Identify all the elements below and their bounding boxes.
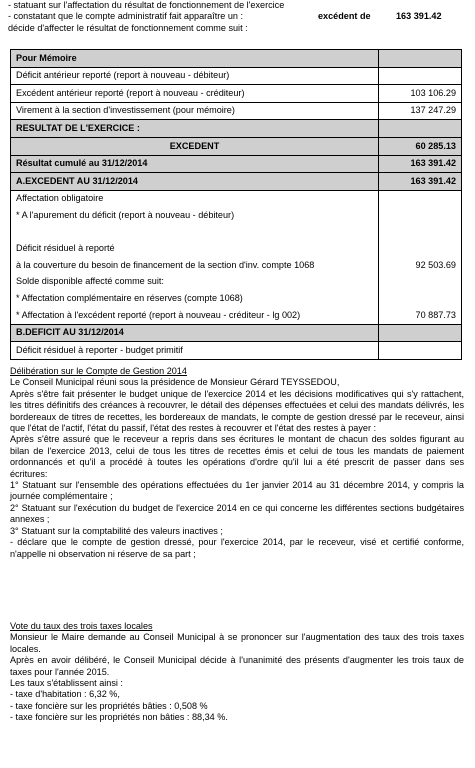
table-row bbox=[11, 85, 462, 103]
cell-excedent-anterieur: Excédent antérieur reporté (report à nouveau - créditeur) bbox=[11, 85, 379, 103]
deliberation-paragraph: 1° Statuant sur l'ensemble des opérations effectuées du 1er janvier 2014 au 31 décembre 2014, y compris la journée complémentaire ; bbox=[10, 480, 464, 502]
deliberation-paragraph: - déclare que le compte de gestion dressé, pour l'exercice 2014, par le receveur, visé et certifié conforme, n'appelle ni observation ni réserve de sa part ; bbox=[10, 537, 464, 559]
deliberation-paragraph: Le Conseil Municipal réuni sous la présidence de Monsieur Gérard TEYSSEDOU, bbox=[10, 377, 340, 388]
cell-deficit-anterieur: Déficit antérieur reporté (report à nouveau - débiteur) bbox=[11, 67, 379, 85]
intro-line-1: - statuant sur l'affectation du résultat de fonctionnement de l'exercice bbox=[8, 0, 285, 10]
deliberation-section bbox=[10, 366, 464, 560]
cell-excedent-anterieur-value: 103 106.29 bbox=[379, 85, 462, 103]
cell-affectation-reserves: * Affectation complémentaire en réserves (compte 1068) bbox=[11, 290, 379, 307]
cell-couverture: à la couverture du besoin de financement de la section d'inv. compte 1068 bbox=[11, 257, 379, 274]
cell-apurement: * A l'apurement du déficit (report à nouveau - débiteur) bbox=[11, 207, 379, 224]
intro-line-2-text: - constatant que le compte administratif fait apparaître un : bbox=[8, 11, 244, 22]
cell-solde-disponible: Solde disponible affecté comme suit: bbox=[11, 274, 379, 291]
cell-affectation-excedent-value: 70 887.73 bbox=[379, 307, 462, 324]
taux-paragraph: Monsieur le Maire demande au Conseil Municipal à se prononcer sur l'augmentation des taux des trois taxes locales. bbox=[10, 632, 464, 654]
taux-paragraph: Les taux s'établissent ainsi : bbox=[10, 678, 123, 689]
deliberation-paragraph: Après s'être assuré que le receveur a repris dans ses écritures le montant de chacun des soldes figurant au bilan de l'exercice 2013, celui de tous les titres de recettes émis et celui de tous les mandats de paiement ordonnancés et qu'il a procédé à toutes les opérations d'ordre qu'il lui a été prescrit de passer dans ses écritures: bbox=[10, 434, 464, 479]
excedent-value: 163 391.42 bbox=[396, 11, 442, 22]
table-row bbox=[11, 155, 462, 173]
cell-a-excedent: A.EXCEDENT AU 31/12/2014 bbox=[11, 173, 379, 191]
cell-resultat-exercice: RESULTAT DE L'EXERCICE : bbox=[11, 120, 379, 138]
table-row bbox=[11, 137, 462, 155]
taux-item: - taxe foncière sur les propriétés non bâties : 88,34 %. bbox=[10, 712, 228, 723]
cell-empty bbox=[379, 241, 462, 258]
cell-empty bbox=[379, 190, 462, 207]
cell-empty bbox=[379, 290, 462, 307]
cell-empty bbox=[379, 120, 462, 138]
table-row bbox=[11, 274, 462, 291]
table-row bbox=[11, 50, 462, 68]
taux-item: - taxe foncière sur les propriétés bâties : 0,508 % bbox=[10, 700, 208, 711]
cell-empty bbox=[379, 342, 462, 360]
table-row bbox=[11, 307, 462, 324]
cell-empty bbox=[379, 324, 462, 342]
table-row bbox=[11, 190, 462, 207]
affectation-table bbox=[10, 49, 462, 360]
cell-affectation-obligatoire: Affectation obligatoire bbox=[11, 190, 379, 207]
deliberation-heading: Délibération sur le Compte de Gestion 2014 bbox=[10, 366, 187, 376]
table-row bbox=[11, 102, 462, 120]
cell-resultat-cumule-value: 163 391.42 bbox=[379, 155, 462, 173]
excedent-label: excédent de bbox=[318, 11, 371, 22]
table-row bbox=[11, 173, 462, 191]
cell-affectation-excedent: * Affectation à l'excédent reporté (report à nouveau - créditeur - lg 002) bbox=[11, 307, 379, 324]
taux-section bbox=[10, 621, 464, 724]
cell-empty bbox=[379, 67, 462, 85]
table-row bbox=[11, 120, 462, 138]
table-row bbox=[11, 342, 462, 360]
deliberation-paragraph: Après s'être fait présenter le budget unique de l'exercice 2014 et les décisions modificatives qui s'y rattachent, les titres définitifs des créances à recouvrer, le détail des dépenses effectuées et celui des mandats délivrés, les bordereaux de titres de recettes, les bordereaux de mandats, le compte de gestion dressé par le receveur, ainsi que l'état de l'actif, l'état du passif, l'état des restes à recouvrer et l'état des restes à payer : bbox=[10, 388, 464, 434]
cell-couverture-value: 92 503.69 bbox=[379, 257, 462, 274]
deliberation-paragraph: 2° Statuant sur l'exécution du budget de l'exercice 2014 en ce qui concerne les différentes sections budgétaires annexes ; bbox=[10, 502, 464, 525]
intro-line-3: décide d'affecter le résultat de fonctionnement comme suit : bbox=[8, 22, 248, 33]
table-row bbox=[11, 207, 462, 224]
cell-deficit-residuel-reporter: Déficit résiduel à reporter - budget primitif bbox=[11, 342, 379, 360]
cell-b-deficit: B.DEFICIT AU 31/12/2014 bbox=[11, 324, 379, 342]
cell-resultat-cumule: Résultat cumulé au 31/12/2014 bbox=[11, 155, 379, 173]
deliberation-paragraph: 3° Statuant sur la comptabilité des valeurs inactives ; bbox=[10, 525, 223, 536]
table-row bbox=[11, 290, 462, 307]
table-row bbox=[11, 257, 462, 274]
taux-paragraph: Après en avoir délibéré, le Conseil Municipal décide à l'unanimité des présents d'augmenter les trois taux de taxes pour l'année 2015. bbox=[10, 655, 464, 677]
cell-blank bbox=[11, 224, 379, 241]
cell-empty bbox=[379, 50, 462, 68]
cell-pour-memoire: Pour Mémoire bbox=[11, 50, 379, 68]
top-intro bbox=[8, 0, 468, 34]
cell-empty bbox=[379, 224, 462, 241]
table-row bbox=[11, 324, 462, 342]
cell-virement: Virement à la section d'investissement (pour mémoire) bbox=[11, 102, 379, 120]
cell-empty bbox=[379, 274, 462, 291]
cell-virement-value: 137 247.29 bbox=[379, 102, 462, 120]
table-row bbox=[11, 241, 462, 258]
taux-heading: Vote du taux des trois taxes locales bbox=[10, 621, 153, 631]
cell-a-excedent-value: 163 391.42 bbox=[379, 173, 462, 191]
cell-empty bbox=[379, 207, 462, 224]
intro-line-2 bbox=[8, 11, 468, 22]
cell-deficit-residuel: Déficit résiduel à reporté bbox=[11, 241, 379, 258]
table-row bbox=[11, 224, 462, 241]
cell-excedent: EXCEDENT bbox=[11, 137, 379, 155]
table-row bbox=[11, 67, 462, 85]
taux-item: - taxe d'habitation : 6,32 %, bbox=[10, 689, 120, 700]
cell-excedent-value: 60 285.13 bbox=[379, 137, 462, 155]
